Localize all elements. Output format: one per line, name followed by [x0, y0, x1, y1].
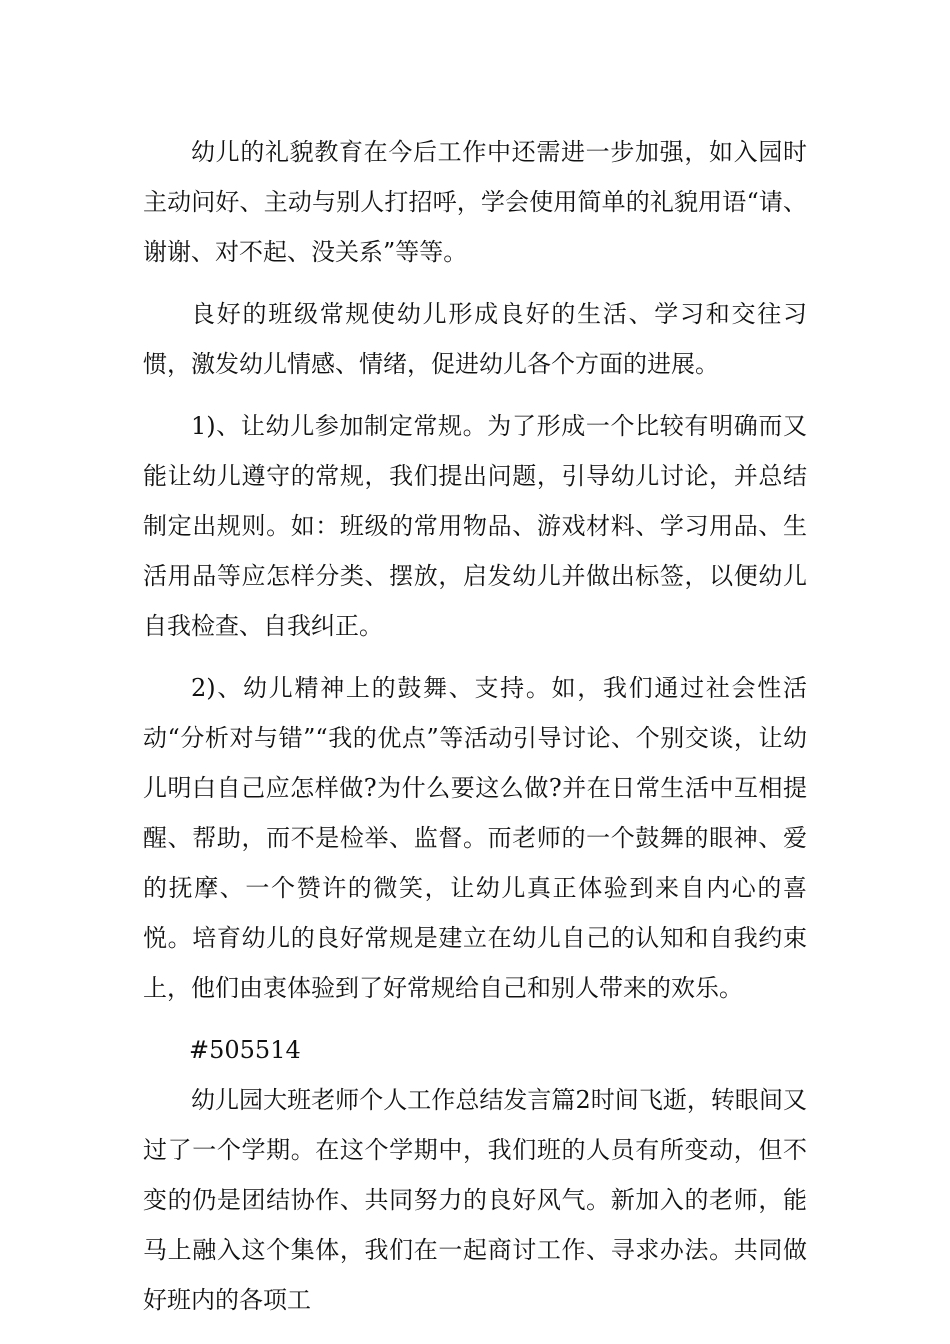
paragraph-point-1: 1)、让幼儿参加制定常规。为了形成一个比较有明确而又能让幼儿遵守的常规，我们提出问题，引导幼儿讨论，并总结制定出规则。如：班级的常用物品、游戏材料、学习用品、生活用品等应怎样分类、摆放，启发幼儿并做出标签，以便幼儿自我检查、自我纠正。	[143, 412, 807, 640]
paragraph-summary-part-2: 幼儿园大班老师个人工作总结发言篇2时间飞逝，转眼间又过了一个学期。在这个学期中，我们班的人员有所变动，但不变的仍是团结协作、共同努力的良好风气。新加入的老师，能马上融入这个集体，我们在一起商讨工作、寻求办法。共同做好班内的各项工	[143, 1086, 807, 1314]
paragraph-point-2: 2)、幼儿精神上的鼓舞、支持。如，我们通过社会性活动“分析对与错”“我的优点”等活动引导讨论、个别交谈，让幼儿明白自己应怎样做?为什么要这么做?并在日常生活中互相提醒、帮助，而不是检举、监督。而老师的一个鼓舞的眼神、爱的抚摩、一个赞许的微笑，让幼儿真正体验到来自内心的喜悦。培育幼儿的良好常规是建立在幼儿自己的认知和自我约束上，他们由衷体验到了好常规给自己和别人带来的欢乐。	[143, 674, 807, 1002]
paragraph-courtesy-education: 幼儿的礼貌教育在今后工作中还需进一步加强，如入园时主动问好、主动与别人打招呼，学会使用简单的礼貌用语“请、谢谢、对不起、没关系”等等。	[143, 138, 807, 266]
document-hash-id: #505514	[189, 1036, 301, 1064]
document-body	[143, 127, 807, 1325]
paragraph-class-routines: 良好的班级常规使幼儿形成良好的生活、学习和交往习惯，激发幼儿情感、情绪，促进幼儿各个方面的进展。	[143, 300, 807, 378]
